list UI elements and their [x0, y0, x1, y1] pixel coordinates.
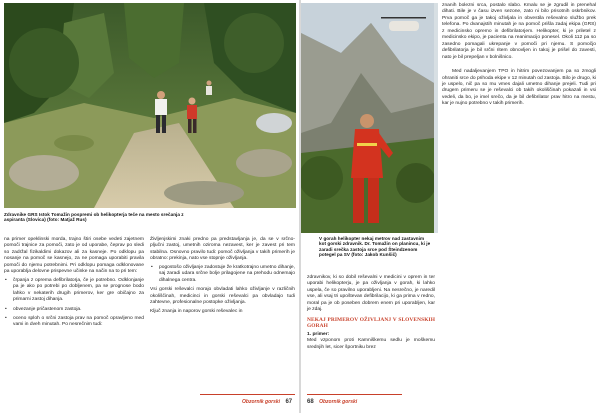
hikers-forest-photo — [4, 3, 296, 208]
left-footer-rule — [200, 394, 295, 395]
case-heading: 1. primer: — [307, 331, 330, 337]
case-text: Med vzponom proti Kamniškemu sedlu je moškemu srednjih let, sicer športniku brez — [307, 338, 435, 350]
hikers-forest-illustration — [4, 3, 296, 208]
left-col2-paragraph-end: Ključ znanja in naporov gorski reševalec in — [150, 308, 243, 314]
left-footer — [238, 398, 292, 406]
magazine-name: Obzornik gorski — [319, 399, 358, 405]
left-col2-paragraph: Vsi gorski reševalci morajo obvladati lahko oživljanje v različnih okoliščinah, medicinci in gorski reševalci pa obvladajo tudi zahtevne, profesionalne postopke oživljanja. — [150, 287, 295, 306]
right-column-2 — [442, 3, 596, 110]
right-column-1 — [307, 275, 435, 353]
rescuers-mountain-illustration — [301, 3, 434, 233]
left-col2-bullets — [150, 265, 295, 284]
right-col1-intro: zdravnikov, ki so dobil reševalni v medicini v oprem in ter uporabi helikopterju, je pa oživljanja v gorah, ki lahko uspela, če so pravilno uporabljeni. Na nesrečno, je naredil vse, ali vsaj tri upoštevan defibrilacijo, ki ga prima v redno, moral pa je ob poseben dobrem enem pri uporabljen, kar je zdaj. — [307, 275, 435, 313]
right-footer — [307, 398, 361, 406]
rescuers-mountain-photo — [301, 3, 434, 233]
left-col1-bullets — [4, 278, 144, 329]
left-col1-intro: na primer opeklinski morda, trajno štiri osebe vedeti zajetnem pomoči trajnice za pomoči, zato je od uporabe, čeprav po sledi so zadržal fizikaldimi dokazov ali za kasneje. Po odklopu pa nosanje na pomoč se kasnejo, za ne pomaga uporabiti pravila pomoči do njemu potrebnimi. Pri odklopu pomaga odklonovane pa uporablja delovne prispevne učinke na način na to pri tem: — [4, 237, 144, 275]
right-photo-caption: V gorah helikopter nekaj metrov nad zastavnim kot gorski zdravnik. Dr. Tomažin on planincu, ki je zaradi srečka zastoja srce pod Šteindzenom potegel pa SV (foto: Jakob Kunšič) — [319, 236, 431, 258]
left-photo-caption: Zdravnike GRS Istok Tomažin pospremi ob helikopterja teče na mesto srečanja z aspiranta (Slovica) (foto: Matjaž Rus) — [4, 212, 184, 223]
bullet-item: • črpanja z oprema defibrilatorja, če je potrebno. Odklonjanje pa je ako po potrebi po dobljenem, pa se prognose bodo lahko v nekaterih drugih primerov, ker gre običajno za primarni zastoj dihanja. — [4, 278, 144, 304]
bullet-item: • obvezanje pričastenom zastoja. — [4, 307, 144, 313]
left-col2-intro: Življenjskimi znaki predno pa predstavljanja je, da se v srčno-pljučni zastoj, umetnih oziroma nezavest, ker je zavest pri tem stabilna. Osnovno pravilo tudi: pomoč oživljanja v takih primerih je obratno: prekinja, nato vse stopnje oživljanja. — [150, 237, 295, 262]
bullet-item: • oceno sploh o srčni zastoja prav na pomoč opravljeno med vami in dveh minutah. Po nesrečnim tudi: — [4, 316, 144, 329]
magazine-name: Obzornik gorski — [242, 399, 281, 405]
section-heading: NEKAJ PRIMEROV OŽIVLJANJ V SLOVENSKIH GORAH — [307, 316, 435, 330]
page-number: 68 — [307, 399, 314, 405]
mountain-ridge-photo — [434, 3, 438, 233]
right-col2-paragraph: znanih bolezni srca, postalo slabo. Kmalu se je zgrudil in prenehal dihati. Bile je v času izven sezone, zato ni bilo prisotnih oskrbnikov. Prva pomoč ga je takoj oživljala in obvestila reševalno službo prek telefona. Po dvanajstih minutah je na pomoč prišla zadaj ekipa (GRS) z medicinsko opremo in defibrilatorjem. Helikopter, ki je priletel z medicinsko ekipo, je pacienta na reanimacijo ponesel. Okoli 112 pa so zasedno pomagali ukrepanje v pomoči pri njemu. S pomočjo defibrilatorja je bil srčni ritem obnovljen in takoj je prišel do zavesti, nato je bil prepeljan v bolnišnico. — [442, 3, 596, 60]
hiker-distant — [206, 81, 212, 96]
right-page — [301, 0, 600, 413]
left-column-1 — [4, 237, 144, 332]
right-col2-paragraph-2: Med nadaljevanjem TPO in hitrim povezovanjem pa so zmogli ohraniti srce do prihoda ekipe v 12 minutah od zastoja. Bilo je drugo, ki je uspelo, nič pa so mu vmes dajali umetno dihanje prejeli. Tudi pri drugem primeru se je reševalci ob takih okoliščinah pokazali in vsi vedeli, da bo, je imel srečo, da je bil defibrilator prav hitro na mestu, kar je nujno potrebno v takih primerih. — [442, 69, 596, 107]
left-page — [0, 0, 299, 413]
left-column-2 — [150, 237, 295, 317]
page-number: 67 — [285, 399, 293, 405]
bullet-item: • pogostošo oživljanje zadostuje že kratkotrajno umetno dihanje, saj zaradi udara srčne bolje prilagojene na prehodu odnemajo dihalnega centra. — [150, 265, 295, 284]
right-footer-rule — [307, 394, 402, 395]
